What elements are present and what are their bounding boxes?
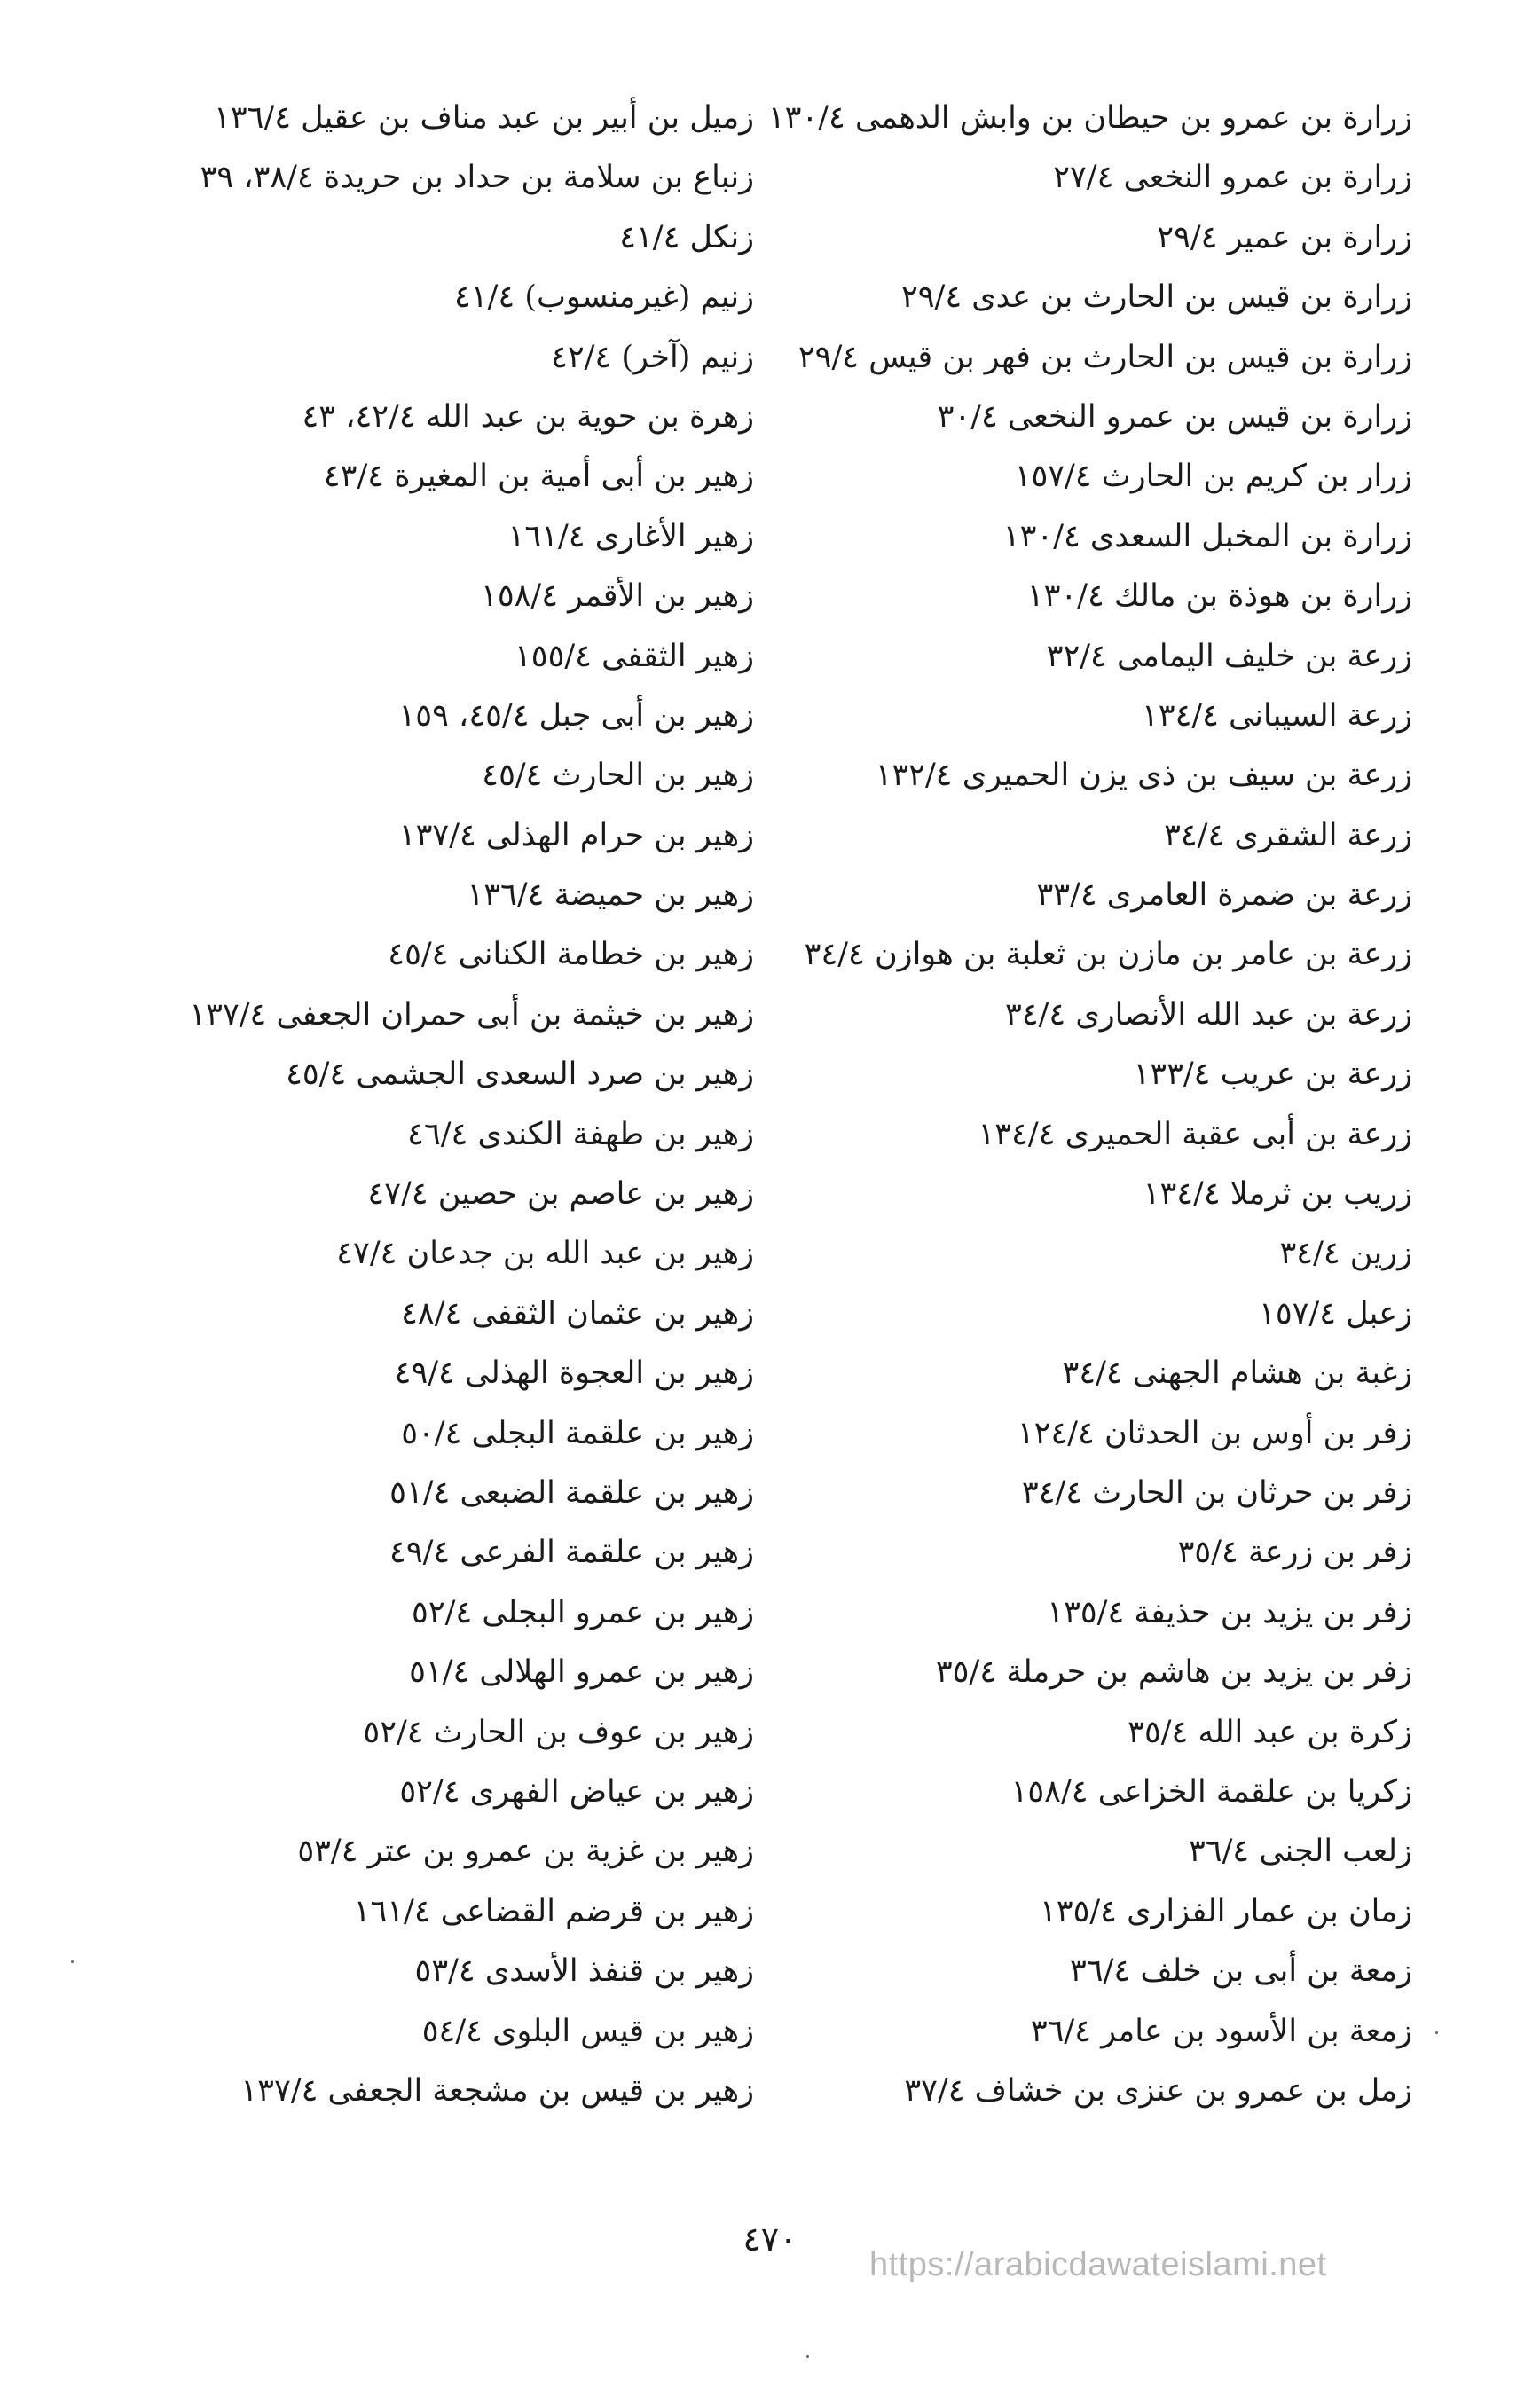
index-entry: زرعة بن خليف اليمامى ٣٢/٤ — [1046, 638, 1412, 674]
index-entry: زهير بن حرام الهذلى ١٣٧/٤ — [398, 817, 754, 853]
index-entry: زغبة بن هشام الجهنى ٣٤/٤ — [1062, 1355, 1412, 1392]
index-entry: زهير بن علقمة الفرعى ٤٩/٤ — [389, 1535, 754, 1571]
index-entry: زرعة بن عامر بن مازن بن ثعلبة بن هوازن ٣٤/٤ — [804, 937, 1412, 973]
index-entry: زرعة بن عريب ١٣٣/٤ — [1133, 1057, 1412, 1093]
index-entry: زهير بن قيس بن مشجعة الجعفى ١٣٧/٤ — [240, 2072, 754, 2109]
index-entry: زرعة بن سيف بن ذى يزن الحميرى ١٣٢/٤ — [875, 758, 1412, 794]
index-entry: زهير بن عبد الله بن جدعان ٤٧/٤ — [336, 1236, 754, 1272]
index-entry: زفر بن يزيد بن هاشم بن حرملة ٣٥/٤ — [935, 1654, 1412, 1691]
index-entry: زهير بن عوف بن الحارث ٥٢/٤ — [363, 1714, 754, 1750]
index-entry: زرارة بن قيس بن الحارث بن فهر بن قيس ٢٩/٤ — [798, 339, 1412, 375]
index-entry: زهير بن طهفة الكندى ٤٦/٤ — [407, 1116, 754, 1152]
index-entry: زرار بن كريم بن الحارث ١٥٧/٤ — [1014, 459, 1412, 495]
index-entry: زهير بن الأقمر ١٥٨/٤ — [481, 578, 754, 615]
index-entry: زمان بن عمار الفزارى ١٣٥/٤ — [1039, 1893, 1412, 1929]
index-entry: زرعة بن ضمرة العامرى ٣٣/٤ — [1036, 877, 1412, 914]
scan-speck — [71, 1960, 74, 1963]
index-column-right — [738, 89, 1412, 2121]
index-entry: زهير الثقفى ١٥٥/٤ — [514, 638, 754, 674]
index-entry: زفر بن أوس بن الحدثان ١٢٤/٤ — [1017, 1415, 1412, 1451]
index-entry: زرارة بن قيس بن عمرو النخعى ٣٠/٤ — [937, 398, 1412, 435]
index-entry: زهير بن عمرو الهلالى ٥١/٤ — [409, 1654, 754, 1691]
index-entry: زهير بن عثمان الثقفى ٤٨/٤ — [401, 1295, 754, 1332]
index-entry: زرعة بن أبى عقبة الحميرى ١٣٤/٤ — [978, 1116, 1412, 1152]
index-entry: زكرة بن عبد الله ٣٥/٤ — [1128, 1714, 1412, 1750]
index-entry: زهير بن العجوة الهذلى ٤٩/٤ — [394, 1355, 754, 1392]
index-entry: زهير بن علقمة البجلى ٥٠/٤ — [401, 1415, 754, 1451]
index-entry: زرعة السيبانى ١٣٤/٤ — [1141, 697, 1412, 734]
index-entry: زمعة بن الأسود بن عامر ٣٦/٤ — [1030, 2013, 1412, 2049]
index-entry: زهير بن قنفذ الأسدى ٥٣/٤ — [414, 1953, 754, 1990]
index-entry: زهير بن صرد السعدى الجشمى ٤٥/٤ — [286, 1057, 754, 1093]
index-entry: زميل بن أبير بن عبد مناف بن عقيل ١٣٦/٤ — [214, 100, 754, 136]
index-entry: زرعة بن عبد الله الأنصارى ٣٤/٤ — [1005, 996, 1412, 1033]
index-entry: زمعة بن أبى بن خلف ٣٦/٤ — [1070, 1953, 1412, 1990]
index-entry: زرارة بن هوذة بن مالك ١٣٠/٤ — [1026, 578, 1412, 615]
index-entry: زنباع بن سلامة بن حداد بن حريدة ٣٨/٤، ٣٩ — [200, 160, 754, 196]
index-entry: زعبل ١٥٧/٤ — [1259, 1295, 1412, 1332]
index-entry: زهير بن غزية بن عمرو بن عتر ٥٣/٤ — [297, 1834, 754, 1870]
index-entry: زهير بن قيس البلوى ٥٤/٤ — [421, 2013, 754, 2049]
index-entry: زهير بن خيثمة بن أبى حمران الجعفى ١٣٧/٤ — [189, 996, 754, 1033]
index-entry: زرعة الشقرى ٣٤/٤ — [1164, 817, 1412, 853]
index-entry: زهير بن أبى جبل ٤٥/٤، ١٥٩ — [398, 697, 754, 734]
index-entry: زهير بن عاصم بن حصين ٤٧/٤ — [367, 1176, 754, 1213]
index-entry: زلعب الجنى ٣٦/٤ — [1189, 1834, 1412, 1870]
index-entry: زهير بن قرضم القضاعى ١٦١/٤ — [353, 1893, 754, 1929]
index-entry: زرارة بن عمرو بن حيطان بن وابش الدهمى ١٣٠/٤ — [767, 100, 1412, 136]
index-entry: زريب بن ثرملا ١٣٤/٤ — [1143, 1176, 1412, 1213]
index-entry: زكريا بن علقمة الخزاعى ١٥٨/٤ — [1010, 1773, 1412, 1810]
index-column-left — [80, 89, 754, 2121]
index-entry: زرارة بن المخبل السعدى ١٣٠/٤ — [1002, 518, 1412, 554]
index-entry: زفر بن يزيد بن حذيفة ١٣٥/٤ — [1047, 1594, 1412, 1630]
index-entry: زهير بن عياض الفهرى ٥٢/٤ — [399, 1773, 754, 1810]
index-entry: زرارة بن عمرو النخعى ٢٧/٤ — [1053, 160, 1412, 196]
index-entry: زهير بن حميضة ١٣٦/٤ — [467, 877, 754, 914]
index-entry: زرارة بن عمير ٢٩/٤ — [1157, 219, 1412, 255]
index-entry: زرارة بن قيس بن الحارث بن عدى ٢٩/٤ — [900, 279, 1412, 316]
index-entry: زنيم (آخر) ٤٢/٤ — [551, 339, 754, 375]
index-entry: زهير بن خطامة الكنانى ٤٥/٤ — [388, 937, 754, 973]
index-entry: زهير بن عمرو البجلى ٥٢/٤ — [412, 1594, 754, 1630]
index-entry: زهرة بن حوية بن عبد الله ٤٢/٤، ٤٣ — [302, 398, 754, 435]
page-number: ٤٧٠ — [742, 2219, 798, 2259]
index-entry: زهير بن أبى أمية بن المغيرة ٤٣/٤ — [323, 459, 754, 495]
index-entry: زمل بن عمرو بن عنزى بن خشاف ٣٧/٤ — [904, 2072, 1412, 2109]
index-entry: زنيم (غيرمنسوب) ٤١/٤ — [453, 279, 754, 316]
index-entry: زهير بن الحارث ٤٥/٤ — [482, 758, 754, 794]
watermark-url: https://arabicdawateislami.net — [869, 2246, 1327, 2283]
index-entry: زرين ٣٤/٤ — [1279, 1236, 1412, 1272]
index-entry: زنكل ٤١/٤ — [619, 219, 754, 255]
index-entry: زفر بن حرثان بن الحارث ٣٤/٤ — [1021, 1474, 1412, 1511]
index-entry: زفر بن زرعة ٣٥/٤ — [1177, 1535, 1412, 1571]
index-entry: زهير بن علقمة الضبعى ٥١/٤ — [389, 1474, 754, 1511]
index-entry: زهير الأغارى ١٦١/٤ — [507, 518, 754, 554]
scan-speck — [1435, 2031, 1438, 2034]
scan-speck — [806, 2355, 809, 2358]
